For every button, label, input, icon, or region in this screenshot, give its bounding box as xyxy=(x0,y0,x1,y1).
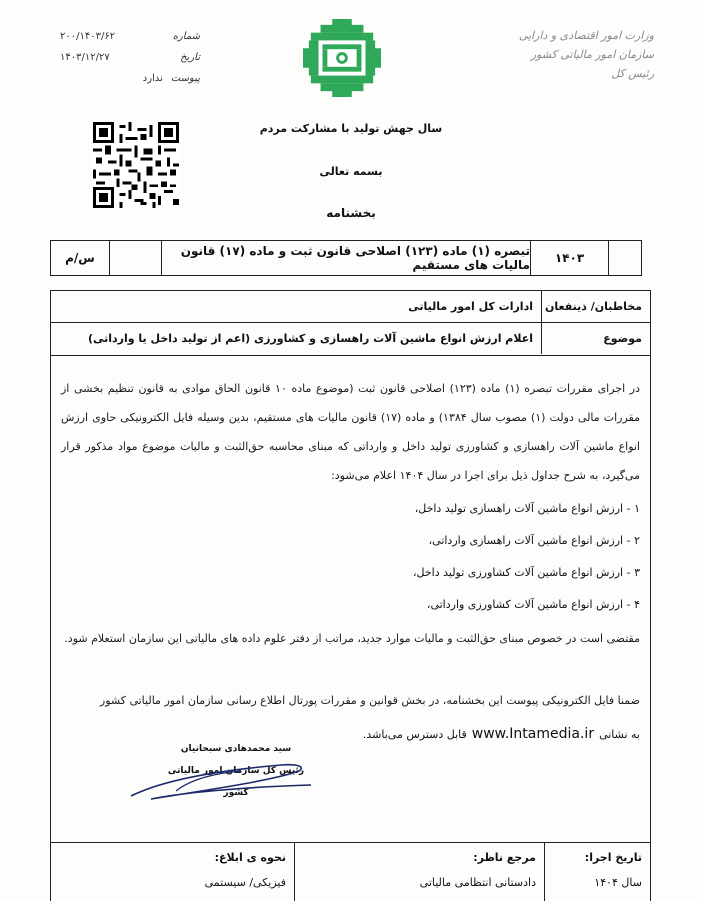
title-cell-empty-2 xyxy=(109,241,161,275)
body-paragraph-2: مقتضی است در خصوص مبنای حق‌الثبت و مالیات موارد جدید، مراتب از دفتر علوم داده های مالیاتی این سازمان استعلام شود. xyxy=(64,632,640,645)
letter-meta xyxy=(60,26,200,89)
exec-date-label: تاریخ اجرا: xyxy=(584,851,642,864)
addressee-subject-table xyxy=(50,290,651,356)
title-bar xyxy=(50,240,642,276)
date-value: ۱۴۰۳/۱۲/۲۷ xyxy=(60,52,110,63)
title-year: ۱۴۰۳ xyxy=(530,241,608,275)
authority-value: دادستانی انتظامی مالیاتی xyxy=(419,876,536,889)
signer-name: سید محمدهادی سبحانیان xyxy=(180,744,292,754)
date-label: تاریخ xyxy=(180,52,200,63)
exec-date-value: سال ۱۴۰۴ xyxy=(594,876,642,889)
website-link[interactable]: www.Intamedia.ir xyxy=(471,726,595,742)
list-item: ۳ - ارزش انواع ماشین آلات کشاورزی تولید داخل، xyxy=(412,566,640,579)
footer-table xyxy=(50,842,651,901)
title-cell-empty xyxy=(608,241,641,275)
body-paragraph-3: ضمنا فایل الکترونیکی پیوست این بخشنامه، در بخش قوانین و مقررات پورتال اطلاع رسانی سازمان امور مالیاتی کشور xyxy=(99,694,640,707)
signer-title: رئیس کل سازمان امور مالیاتی کشور xyxy=(167,766,305,798)
tax-organization-emblem-icon xyxy=(303,18,381,98)
number-value: ۲۰۰/۱۴۰۳/۶۲ xyxy=(60,31,116,42)
subject-value: اعلام ارزش انواع ماشین آلات راهسازی و کشاورزی (اعم از تولید داخل یا وارداتی) xyxy=(87,332,533,345)
list-item: ۴ - ارزش انواع ماشین آلات کشاورزی وارداتی، xyxy=(426,598,640,611)
ministry-heading xyxy=(494,26,654,83)
authority-label: مرجع ناظر: xyxy=(473,851,536,864)
notify-label: نحوه ی ابلاغ: xyxy=(214,851,286,864)
ministry-line3: رئیس کل xyxy=(611,67,654,80)
body-paragraph-1: در اجرای مقررات تبصره (۱) ماده (۱۲۳) اصلاحی قانون ثبت (موضوع ماده ۱۰ قانون الحاق موادی به قانون تنظیم بخشی از مقررات مالی دولت (۱) مصوب سال ۱۳۸۴) و ماده (۱۷) قانون مالیات های مستقیم، بدین وسیله فایل الکترونیکی حاوی ارزش انواع ماشین آلات راهسازی و کشاورزی تولید داخل و وارداتی که مبنای محاسبه حق‌الثبت و مالیات موضوع مواد مذکور قرار می‌گیرد، به شرح جداول ذیل برای اجرا در سال ۱۴۰۴ اعلام می‌شود: xyxy=(61,382,641,482)
exec-date-cell xyxy=(544,843,650,901)
subject-label: موضوع xyxy=(541,323,650,354)
subject-row xyxy=(51,323,650,354)
letter-body xyxy=(50,356,651,842)
title-code: س/م xyxy=(65,251,95,265)
addressees-value: ادارات کل امور مالیاتی xyxy=(408,300,533,313)
meta-date-row xyxy=(60,47,200,68)
addressees-label: مخاطبان/ ذینفعان xyxy=(541,291,650,322)
year-slogan: سال جهش تولید با مشارکت مردم xyxy=(259,122,443,135)
bismillah: بسمه تعالی xyxy=(319,165,383,178)
signature-icon xyxy=(121,751,321,811)
authority-cell xyxy=(294,843,544,901)
body-paragraph-4 xyxy=(363,726,640,742)
ministry-line1: وزارت امور اقتصادی و دارایی xyxy=(518,29,654,42)
list-item: ۱ - ارزش انواع ماشین آلات راهسازی تولید داخل، xyxy=(414,502,640,515)
attachment-label: پیوست xyxy=(170,73,200,84)
attachment-value: ندارد xyxy=(142,73,163,84)
meta-number-row xyxy=(60,26,200,47)
ministry-line2: سازمان امور مالیاتی کشور xyxy=(530,48,654,61)
meta-attachment-row xyxy=(60,68,200,89)
document-type: بخشنامه xyxy=(326,206,376,220)
address-suffix: قابل دسترس می‌باشد. xyxy=(362,728,467,741)
list-item: ۲ - ارزش انواع ماشین آلات راهسازی وارداتی، xyxy=(428,534,640,547)
title-text: تبصره (۱) ماده (۱۲۳) اصلاحی قانون ثبت و ماده (۱۷) قانون مالیات های مستقیم xyxy=(161,241,530,275)
notify-value: فیزیکی/ سیستمی xyxy=(204,876,286,889)
addressees-row xyxy=(51,291,650,323)
number-label: شماره xyxy=(172,31,200,42)
notify-cell xyxy=(51,843,294,901)
address-prefix: به نشانی xyxy=(599,728,640,741)
